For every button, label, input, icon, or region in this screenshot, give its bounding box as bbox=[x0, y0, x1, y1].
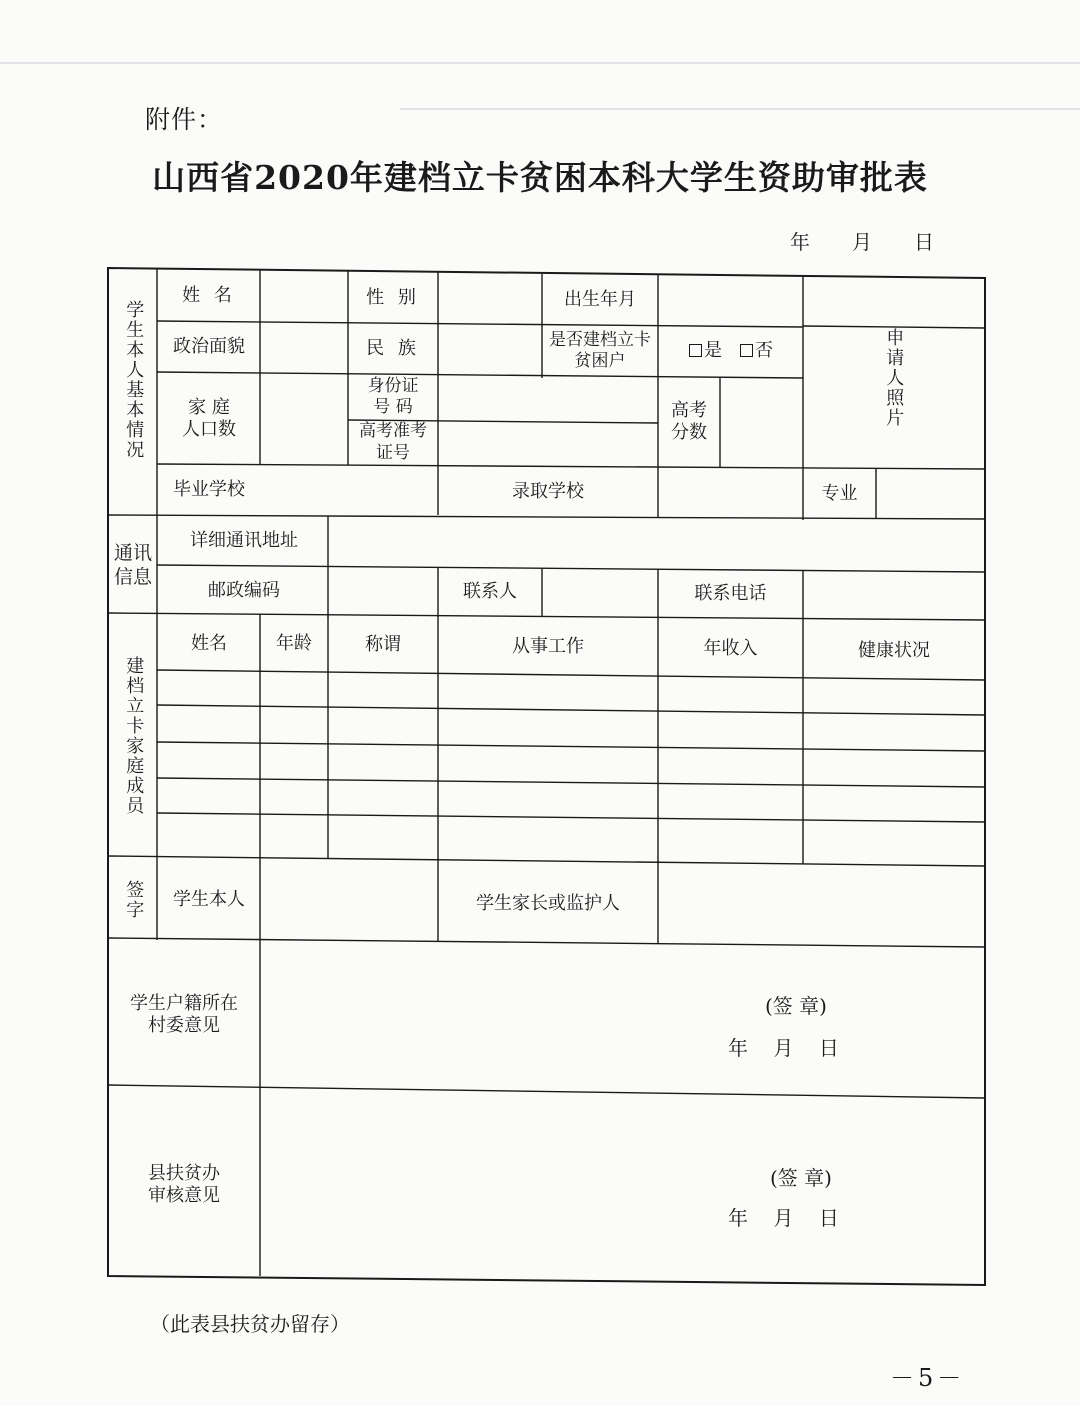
postcode-label: 邮政编码 bbox=[208, 579, 280, 601]
checkbox-yes-icon[interactable] bbox=[689, 344, 702, 357]
student-sign-label: 学生本人 bbox=[173, 888, 245, 910]
county-stamp: (签 章) bbox=[770, 1166, 832, 1190]
name-label: 姓 名 bbox=[182, 284, 236, 306]
date-month: 月 bbox=[852, 230, 872, 254]
family-col-health: 健康状况 bbox=[858, 639, 930, 661]
poor-household-label: 是否建档立卡 贫困户 bbox=[549, 329, 651, 371]
date-year: 年 bbox=[790, 230, 810, 254]
family-col-income: 年收入 bbox=[703, 637, 758, 659]
family-group-label: 建档立卡家庭成员 bbox=[123, 656, 145, 816]
date-day: 日 bbox=[914, 230, 934, 254]
political-label: 政治面貌 bbox=[173, 335, 245, 357]
contact-group-label: 通讯信息 bbox=[113, 542, 152, 588]
option-yes[interactable]: 是 bbox=[689, 340, 722, 363]
attachment-label: 附件： bbox=[145, 105, 224, 134]
village-date: 年 月 日 bbox=[728, 1036, 839, 1060]
option-no[interactable]: 否 bbox=[740, 340, 773, 363]
major-label: 专业 bbox=[821, 482, 858, 504]
county-date: 年 月 日 bbox=[728, 1206, 839, 1230]
gender-label: 性 别 bbox=[366, 286, 420, 308]
address-label: 详细通讯地址 bbox=[190, 529, 298, 551]
phone-label: 联系电话 bbox=[694, 582, 767, 604]
page-title: 山西省2020年建档立卡贫困本科大学生资助审批表 bbox=[152, 158, 928, 197]
contact-person-label: 联系人 bbox=[463, 580, 517, 602]
county-opinion-label: 县扶贫办 审核意见 bbox=[148, 1162, 220, 1206]
poor-household-options bbox=[660, 326, 802, 376]
checkbox-no-icon[interactable] bbox=[740, 344, 753, 357]
family-col-name: 姓名 bbox=[191, 632, 227, 654]
exam-score-label: 高考 分数 bbox=[671, 399, 707, 443]
photo-placeholder: 申请人照片 bbox=[883, 328, 905, 428]
sign-group-label: 签字 bbox=[123, 880, 145, 920]
family-size-label: 家 庭 人口数 bbox=[182, 396, 236, 440]
village-stamp: (签 章) bbox=[765, 994, 827, 1018]
id-number-label: 身份证 号 码 bbox=[367, 375, 419, 417]
admit-school-label: 录取学校 bbox=[512, 480, 584, 502]
exam-id-label: 高考准考 证号 bbox=[359, 421, 427, 463]
page-number: －5－ bbox=[890, 1364, 966, 1392]
guardian-sign-label: 学生家长或监护人 bbox=[476, 892, 620, 914]
grad-school-label: 毕业学校 bbox=[173, 478, 245, 500]
family-col-age: 年龄 bbox=[276, 632, 312, 654]
family-col-relation: 称谓 bbox=[365, 633, 401, 655]
birth-label: 出生年月 bbox=[564, 288, 636, 310]
basic-info-group-label: 学生本人基本情况 bbox=[123, 300, 145, 460]
footer-note: （此表县扶贫办留存） bbox=[150, 1312, 350, 1336]
family-col-occupation: 从事工作 bbox=[512, 635, 584, 657]
ethnicity-label: 民 族 bbox=[366, 337, 420, 359]
village-opinion-label: 学生户籍所在 村委意见 bbox=[130, 992, 238, 1036]
